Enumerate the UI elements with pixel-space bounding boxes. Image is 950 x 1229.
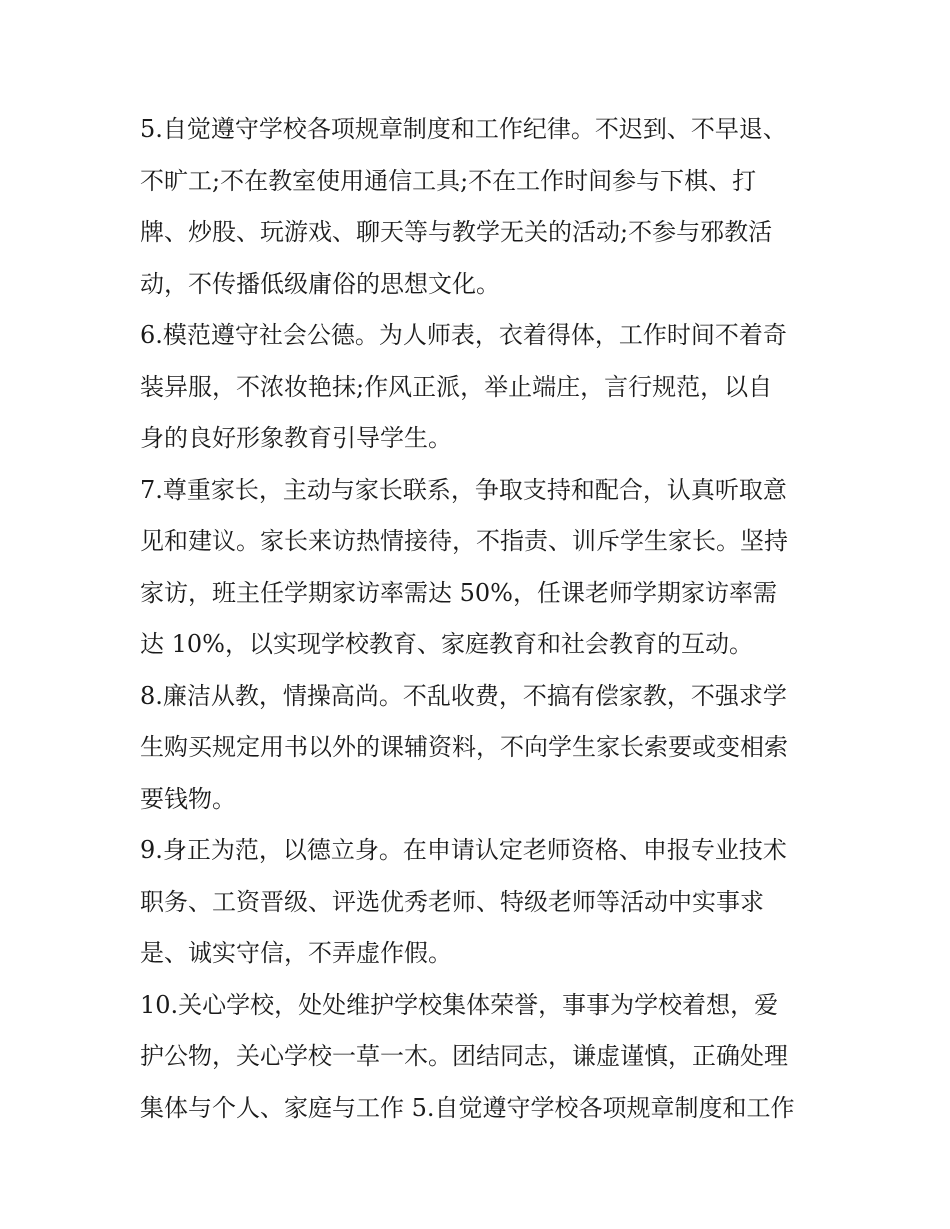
text-line-7: 身的良好形象教育引导学生。 [140,424,452,452]
text-line-9: 见和建议。家长来访热情接待，不指责、训斥学生家长。坚持 [140,527,788,555]
text-line-18: 10.关心学校，处处维护学校集体荣誉，事事为学校着想，爱 [140,990,779,1019]
text-line-16: 职务、工资晋级、评选优秀老师、特级老师等活动中实事求 [140,887,764,916]
text-line-8: 7.尊重家长，主动与家长联系，争取支持和配合，认真听取意 [140,475,787,504]
text-line-11: 达 10%，以实现学校教育、家庭教育和社会教育的互动。 [140,630,753,658]
text-line-6: 装异服，不浓妆艳抹;作风正派，举止端庄，言行规范，以自 [140,372,773,401]
text-line-2: 不旷工;不在教室使用通信工具;不在工作时间参与下棋、打 [140,166,757,195]
text-line-5: 6.模范遵守社会公德。为人师表，衣着得体，工作时间不着奇 [140,321,787,349]
text-line-1: 5.自觉遵守学校各项规章制度和工作纪律。不迟到、不早退、 [140,115,787,143]
text-line-12: 8.廉洁从教，情操高尚。不乱收费，不搞有偿家教，不强求学 [140,681,787,710]
text-line-3: 牌、炒股、玩游戏、聊天等与教学无关的活动;不参与邪教活 [140,218,773,246]
text-line-4: 动，不传播低级庸俗的思想文化。 [140,269,500,298]
document-body [140,104,820,1134]
text-line-13: 生购买规定用书以外的课辅资料，不向学生家长索要或变相索 [140,733,788,761]
text-line-10: 家访，班主任学期家访率需达 50%，任课老师学期家访率需 [140,578,777,607]
text-line-15: 9.身正为范，以德立身。在申请认定老师资格、申报专业技术 [140,836,787,864]
text-line-14: 要钱物。 [140,784,236,813]
text-line-20: 集体与个人、家庭与工作 5.自觉遵守学校各项规章制度和工作 [140,1093,795,1122]
text-line-19: 护公物，关心学校一草一木。团结同志，谦虚谨慎，正确处理 [140,1042,788,1070]
text-line-17: 是、诚实守信，不弄虚作假。 [140,939,452,967]
